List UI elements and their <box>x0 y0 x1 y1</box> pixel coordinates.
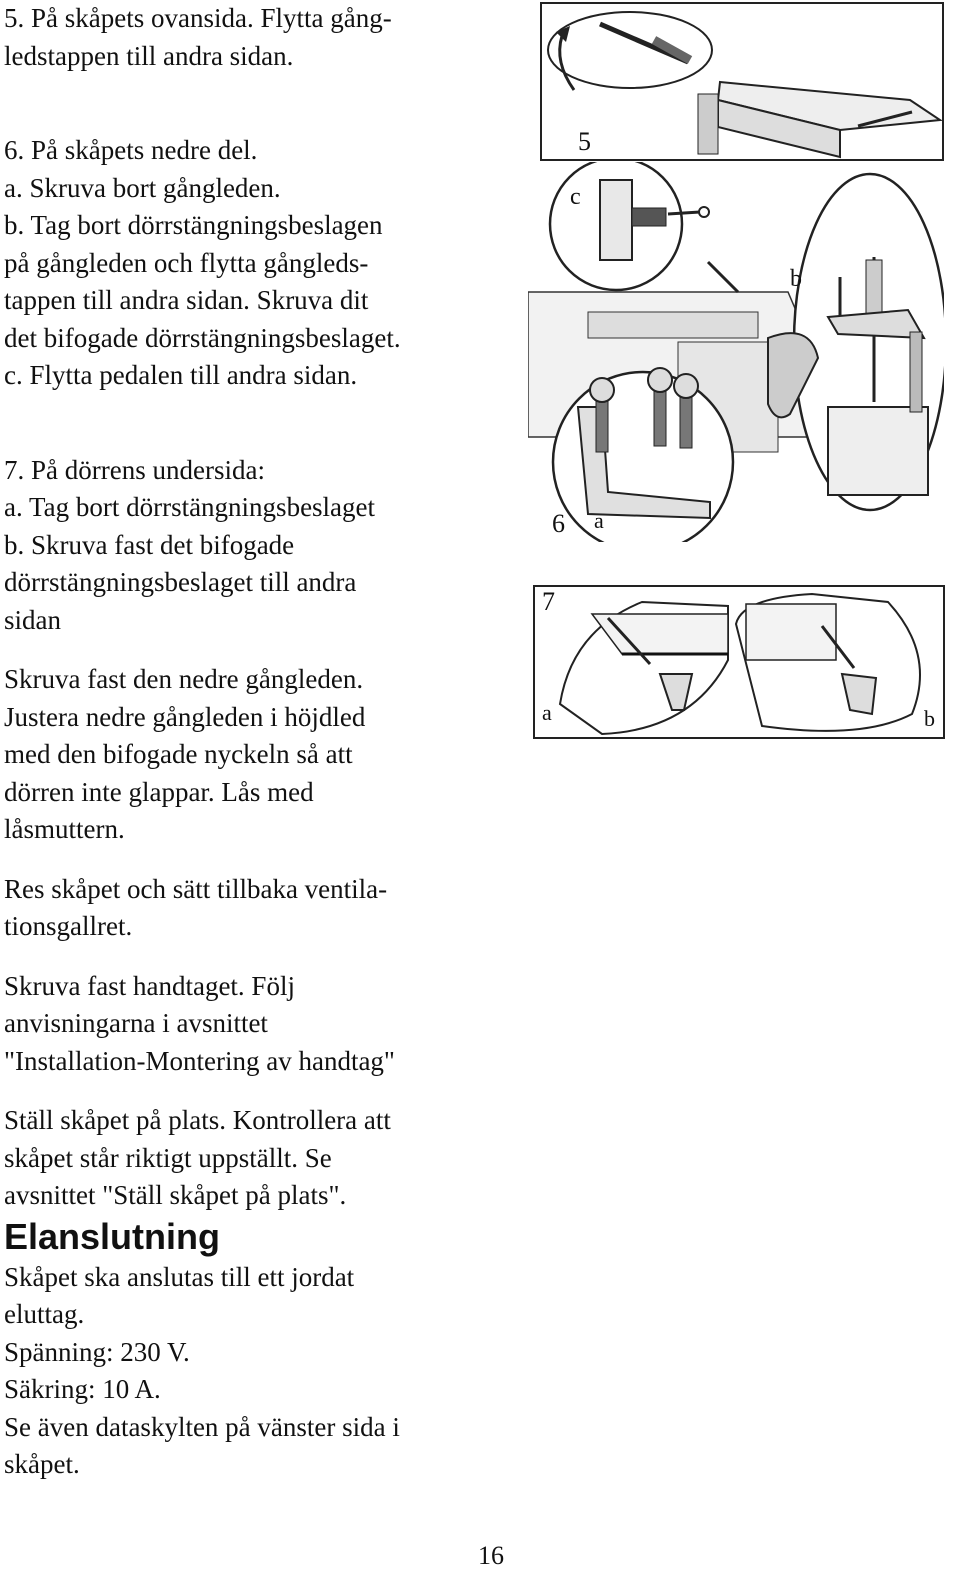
step-6-text: 6. På skåpets nedre del. a. Skruva bort gångleden. b. Tag bort dörrstängningsbeslagen på gångleden och flytta gångleds- tappen till andra sidan. Skruva dit det bifogade dörrstängningsbeslaget. c. Flytta pedalen till andra sidan. <box>4 135 401 390</box>
figure-5-number: 5 <box>578 127 591 156</box>
step-7-text: 7. På dörrens undersida: a. Tag bort dörrstängningsbeslaget b. Skruva fast det bifogade dörrstängningsbeslaget till andra sidan <box>4 454 376 635</box>
figure-5-label-c: c <box>570 184 581 210</box>
step-5-text: 5. På skåpets ovansida. Flytta gång- ledstappen till andra sidan. <box>4 3 392 71</box>
figure-5-label-b: b <box>790 266 802 292</box>
page-number: 16 <box>478 1541 504 1570</box>
section-heading: Elanslutning <box>4 1215 220 1257</box>
figure-7-number: 7 <box>542 587 555 616</box>
figure-7-label-b: b <box>924 706 935 731</box>
figure-7-door-underside <box>532 584 946 740</box>
figure-6-label-a: a <box>594 508 604 533</box>
figure-7-label-a: a <box>542 700 552 725</box>
text-column <box>4 0 504 1484</box>
electrical-text: Skåpet ska anslutas till ett jordat eluttag. Spänning: 230 V. Säkring: 10 A. Se även dataskylten på vänster sida i skåpet. <box>4 1261 400 1479</box>
figure-5-top-hinge <box>540 2 944 162</box>
placement-text: Ställ skåpet på plats. Kontrollera att skåpet står riktigt uppställt. Se avsnittet "Ställ skåpet på plats". <box>4 1105 391 1210</box>
handle-text: Skruva fast handtaget. Följ anvisningarna i avsnittet "Installation-Montering av handtag" <box>4 970 395 1076</box>
figure-6-number: 6 <box>552 509 565 538</box>
raise-cabinet-text: Res skåpet och sätt tillbaka ventila- tionsgallret. <box>4 873 388 941</box>
lower-hinge-text: Skruva fast den nedre gångleden. Justera nedre gångleden i höjdled med den bifogade nyckeln så att dörren inte glappar. Lås med låsmuttern. <box>4 664 366 844</box>
figure-6-bottom-hinge <box>528 162 944 542</box>
